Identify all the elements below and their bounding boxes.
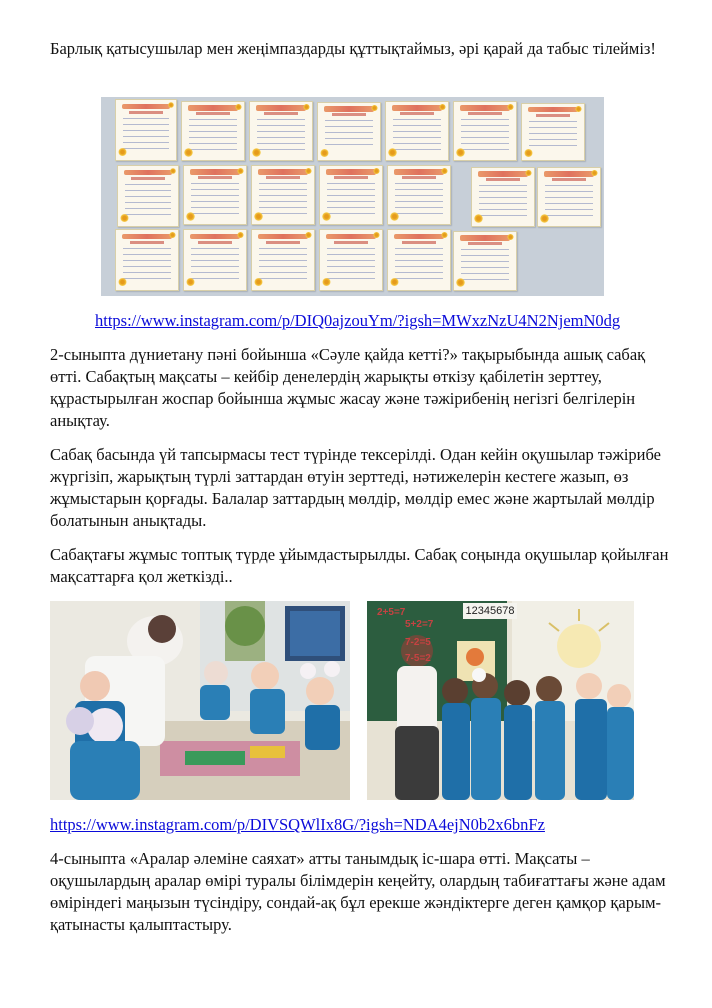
bees-event-paragraph: 4-сыныпта «Аралар әлеміне саяхат» атты танымдық іс-шара өтті. Мақсаты – оқушылардың аралар өмірі туралы білімдерін кеңейту, олардың табиғаттағы және адам өміріндегі маңызын түсіндіру, сондай-ақ бұл ерекше жәндіктерге деген қамқор қарым-қатынасты қалыптастыру.	[50, 849, 666, 934]
instagram-link-1[interactable]: https://www.instagram.com/p/DIQ0ajzouYm/?igsh=MWxzNzU4N2NjemN0dg	[95, 311, 621, 330]
certificate	[117, 165, 179, 227]
certificate	[115, 99, 177, 161]
classroom-board-photo	[367, 601, 634, 800]
board-math-3: 7-2=5	[405, 637, 431, 648]
certificate	[319, 165, 383, 225]
certificate	[471, 167, 535, 227]
certificate	[387, 165, 451, 225]
certificate	[249, 101, 313, 161]
board-number-strip: 12345678	[463, 603, 517, 619]
classroom-group-work-photo	[50, 601, 350, 800]
lesson-paragraph-3: Сабақтағы жұмыс топтық түрде ұйымдастырылды. Сабақ соңында оқушылар қойылған мақсаттарға қол жеткізді..	[50, 545, 669, 586]
certificate	[453, 231, 517, 291]
certificate	[181, 101, 245, 161]
board-math-2: 5+2=7	[405, 619, 434, 630]
certificate	[319, 229, 383, 291]
classroom-group-work-illustration	[50, 601, 350, 800]
certificate	[453, 101, 517, 161]
certificate	[183, 229, 247, 291]
students-illustration	[367, 601, 634, 800]
board-math-1: 2+5=7	[377, 607, 406, 618]
board-math-4: 7-5=2	[405, 653, 431, 664]
lesson-paragraph-1: 2-сыныпта дүниетану пәні бойынша «Сәуле қайда кетті?» тақырыбында ашық сабақ өтті. Сабақтың мақсаты – кейбір денелердің жарықты өткізу қабілетін зерттеу, құрастырылған жоспар бойынша жұмыс жасау және тәжірибенің негізгі белгілерін анықтау.	[50, 345, 646, 430]
certificate	[387, 229, 451, 291]
certificate	[317, 102, 381, 161]
certificate	[251, 165, 315, 225]
certificate	[115, 229, 179, 291]
instagram-link-2[interactable]: https://www.instagram.com/p/DIVSQWlIx8G/?igsh=NDA4ejN0b2x6bnFz	[50, 815, 545, 834]
intro-paragraph: Барлық қатысушылар мен жеңімпаздарды құттықтаймыз, әрі қарай да табыс тілейміз!	[50, 39, 656, 58]
certificate	[537, 167, 601, 227]
certificate	[521, 103, 585, 161]
certificates-collage	[101, 97, 604, 296]
certificate	[385, 101, 449, 161]
lesson-paragraph-2: Сабақ басында үй тапсырмасы тест түрінде тексерілді. Одан кейін оқушылар тәжірибе жүргізіп, жарықтың түрлі заттардан өтуін зерттеді, нәтижелерін кестеге жазып, өз жұмыстарын қорғады. Балалар заттардың мөлдір, мөлдір емес және жартылай мөлдір болатынын анықтады.	[50, 445, 662, 530]
certificate	[183, 165, 247, 225]
certificate	[251, 229, 315, 291]
